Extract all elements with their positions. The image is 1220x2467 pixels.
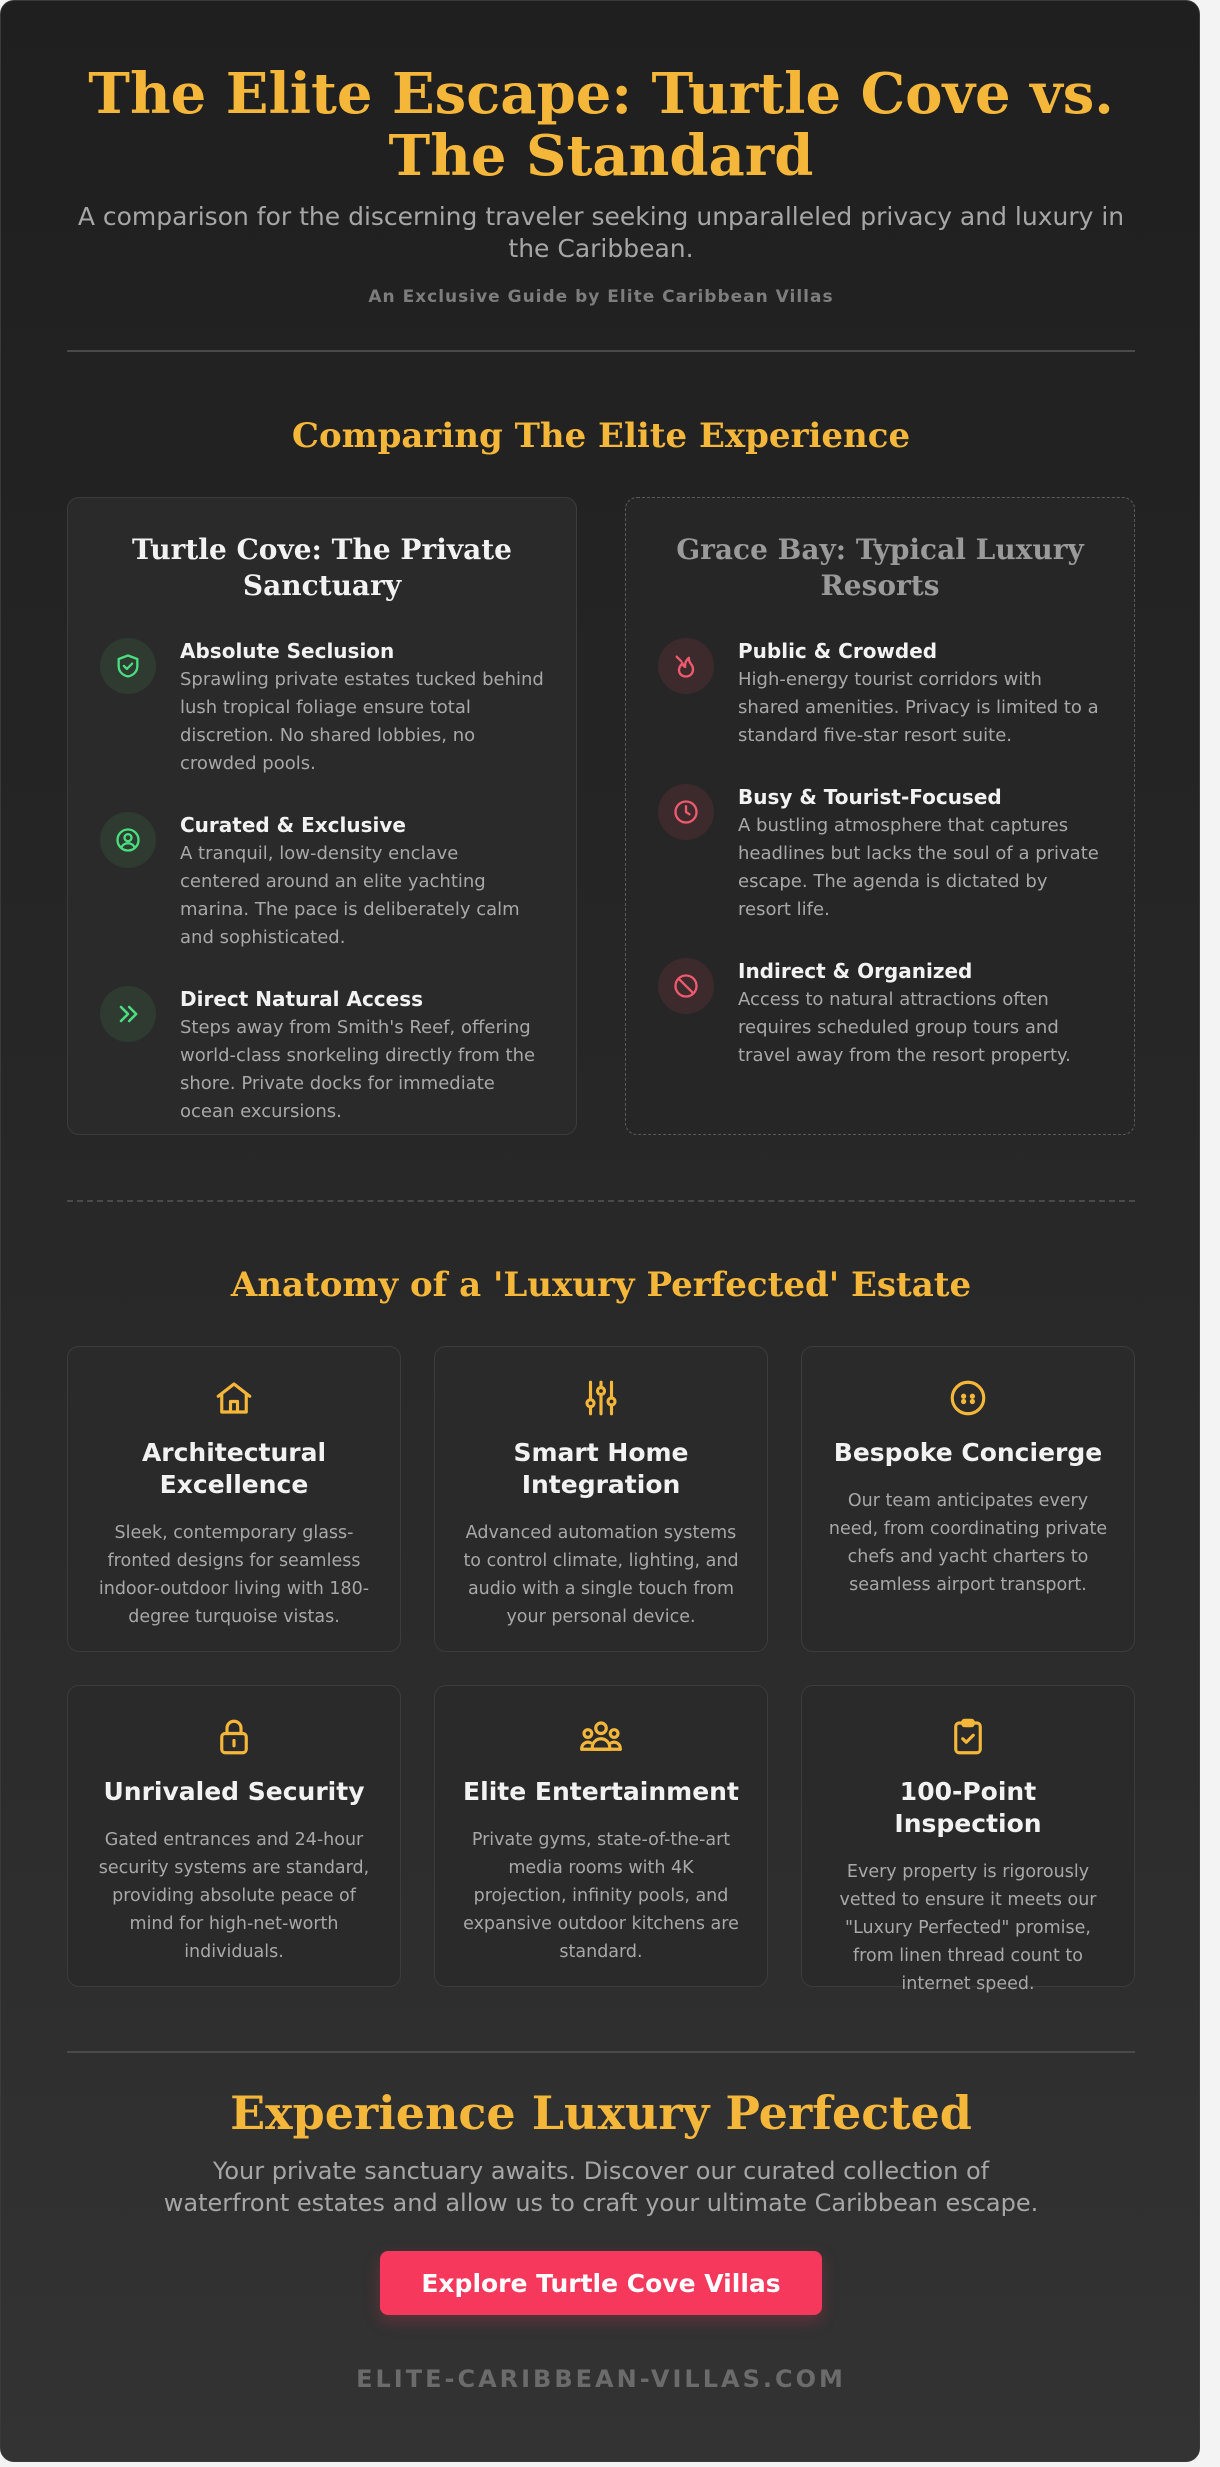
turtle-cove-card [67,497,577,1135]
amenity-title: Unrivaled Security [103,1777,365,1806]
feature-description: Steps away from Smith's Reef, offering world-class snorkeling directly from the shore. Private docks for immediate ocean excursions. [180,1017,536,1122]
amenity-description: Advanced automation systems to control climate, lighting, and audio with a single touch from your personal device. [463,1523,739,1627]
feature-title: Absolute Seclusion [180,639,395,663]
feature-description: High-energy tourist corridors with shared amenities. Privacy is limited to a standard five-star resort suite. [738,669,1099,746]
cta-text: Your private sanctuary awaits. Discover our curated collection of waterfront estates and allow us to craft your ultimate Caribbean escape. [163,2157,1039,2217]
feature-title: Public & Crowded [738,639,938,663]
feature-item [658,638,1102,750]
page-subtitle: A comparison for the discerning traveler seeking unparalleled privacy and luxury in the Caribbean. [77,202,1125,263]
lock-icon [94,1714,374,1760]
feature-item [100,986,544,1126]
amenity-card [67,1346,401,1652]
feature-title: Direct Natural Access [180,987,424,1011]
hero-header [67,63,1135,307]
home-icon [94,1375,374,1421]
feature-description: A bustling atmosphere that captures headlines but lacks the soul of a private escape. The agenda is dictated by resort life. [738,815,1099,920]
byline: An Exclusive Guide by Elite Caribbean Villas [368,287,834,307]
feature-item [100,812,544,952]
comparison-title: Comparing The Elite Experience [291,416,911,456]
feature-description: Access to natural attractions often requires scheduled group tours and travel away from the resort property. [738,989,1071,1066]
divider [67,1200,1135,1202]
amenity-card [434,1346,768,1652]
feature-title: Busy & Tourist-Focused [738,785,1002,809]
amenity-title: Architectural Excellence [141,1438,327,1499]
feature-description: Sprawling private estates tucked behind lush tropical foliage ensure total discretion. No shared lobbies, no crowded pools. [180,669,544,774]
feature-title: Indirect & Organized [738,959,973,983]
divider [67,350,1135,352]
feature-item [100,638,544,778]
amenity-title: Bespoke Concierge [833,1438,1103,1467]
flame-icon [658,638,714,694]
amenity-title: Elite Entertainment [463,1777,739,1806]
amenity-description: Sleek, contemporary glass-fronted designs for seamless indoor-outdoor living with 180-degree turquoise vistas. [98,1523,370,1627]
cta-section [67,2085,1135,2219]
feature-title: Curated & Exclusive [180,813,406,837]
chevrons-right-icon [100,986,156,1042]
sliders-icon [461,1375,741,1421]
users-icon [461,1714,741,1760]
concierge-icon [828,1375,1108,1421]
amenity-title: 100-Point Inspection [894,1777,1042,1838]
anatomy-title: Anatomy of a 'Luxury Perfected' Estate [230,1265,972,1305]
amenity-description: Our team anticipates every need, from coordinating private chefs and yacht charters to seamless airport transport. [828,1491,1108,1595]
amenity-card [801,1346,1135,1652]
amenity-card [434,1685,768,1987]
grace-bay-heading: Grace Bay: Typical Luxury Resorts [676,533,1084,602]
amenity-title: Smart Home Integration [513,1438,689,1499]
cta-title: Experience Luxury Perfected [230,2086,972,2140]
divider [67,2051,1135,2053]
feature-item [658,784,1102,924]
clock-icon [658,784,714,840]
turtle-cove-heading: Turtle Cove: The Private Sanctuary [132,533,512,602]
ban-icon [658,958,714,1014]
shield-check-icon [100,638,156,694]
feature-description: A tranquil, low-density enclave centered around an elite yachting marina. The pace is deliberately calm and sophisticated. [180,843,520,948]
user-circle-icon [100,812,156,868]
amenity-description: Gated entrances and 24-hour security systems are standard, providing absolute peace of mind for high-net-worth individuals. [98,1830,370,1962]
clipboard-check-icon [828,1714,1108,1760]
page-title: The Elite Escape: Turtle Cove vs. The Standard [88,61,1114,189]
grace-bay-card [625,497,1135,1135]
amenity-card [67,1685,401,1987]
feature-item [658,958,1102,1070]
amenity-description: Private gyms, state-of-the-art media rooms with 4K projection, infinity pools, and expansive outdoor kitchens are standard. [463,1830,739,1962]
amenity-card [801,1685,1135,1994]
amenity-description: Every property is rigorously vetted to ensure it meets our "Luxury Perfected" promise, from linen thread count to internet speed. [839,1862,1097,1994]
footer-domain: ELITE-CARIBBEAN-VILLAS.COM [356,2365,846,2393]
explore-villas-button[interactable]: Explore Turtle Cove Villas [380,2251,822,2315]
